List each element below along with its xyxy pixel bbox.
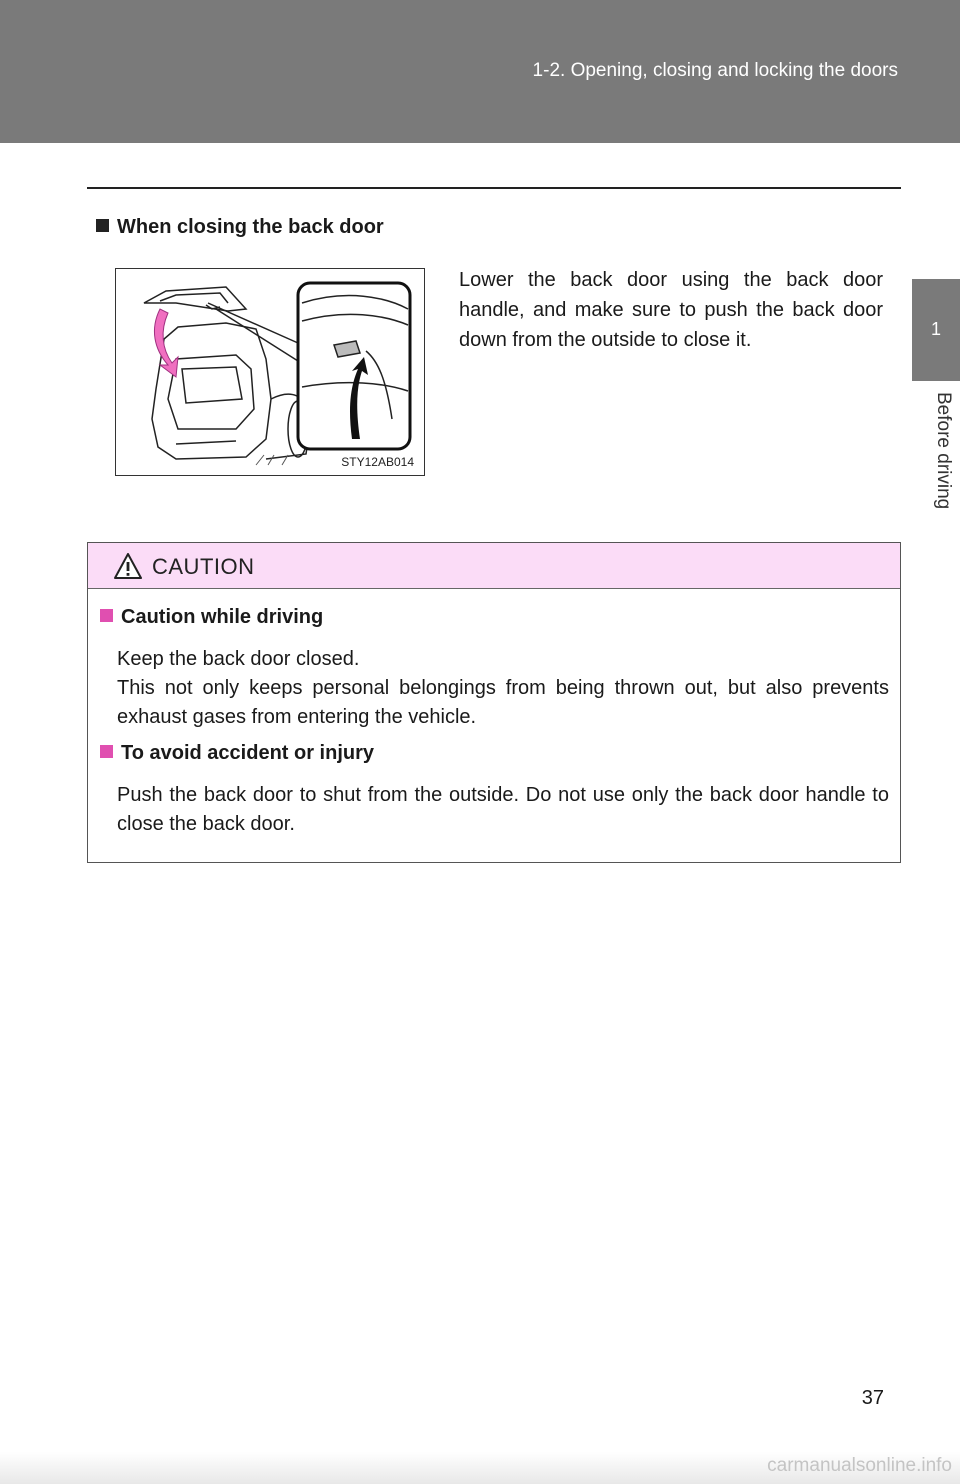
caution-title: CAUTION	[152, 554, 255, 579]
caution-text: Keep the back door closed.	[117, 648, 360, 670]
instruction-paragraph: Lower the back door using the back door handle, and make sure to push the back door down from the outside to close it.	[459, 269, 883, 351]
section-title: 1-2. Opening, closing and locking the doors	[532, 60, 898, 81]
car-back-door-drawing	[116, 269, 424, 475]
square-bullet-icon	[96, 219, 109, 232]
caution-subheading	[100, 742, 374, 765]
caution-subheading-text: Caution while driving	[121, 606, 324, 628]
figure-code: STY12AB014	[341, 455, 414, 469]
section-divider	[87, 187, 901, 189]
warning-triangle-icon	[114, 553, 142, 579]
chapter-number: 1	[930, 319, 941, 339]
page-header	[0, 0, 960, 143]
section-heading-text: When closing the back door	[117, 216, 384, 238]
square-bullet-icon	[100, 609, 113, 622]
page-number: 37	[861, 1387, 884, 1409]
caution-subheading-text: To avoid accident or injury	[121, 742, 375, 764]
back-door-illustration	[115, 268, 425, 476]
caution-box	[87, 542, 901, 863]
square-bullet-icon	[100, 745, 113, 758]
chapter-label: Before driving	[933, 392, 954, 510]
section-heading	[96, 216, 384, 239]
watermark: carmanualsonline.info	[767, 1455, 952, 1476]
chapter-tab	[912, 279, 960, 381]
caution-header	[88, 543, 900, 589]
caution-text: Push the back door to shut from the outside. Do not use only the back door handle to close the back door.	[117, 784, 889, 835]
caution-text: This not only keeps personal belongings from being thrown out, but also prevents exhaust gases from entering the vehicle.	[117, 677, 889, 728]
caution-subheading	[100, 606, 323, 629]
